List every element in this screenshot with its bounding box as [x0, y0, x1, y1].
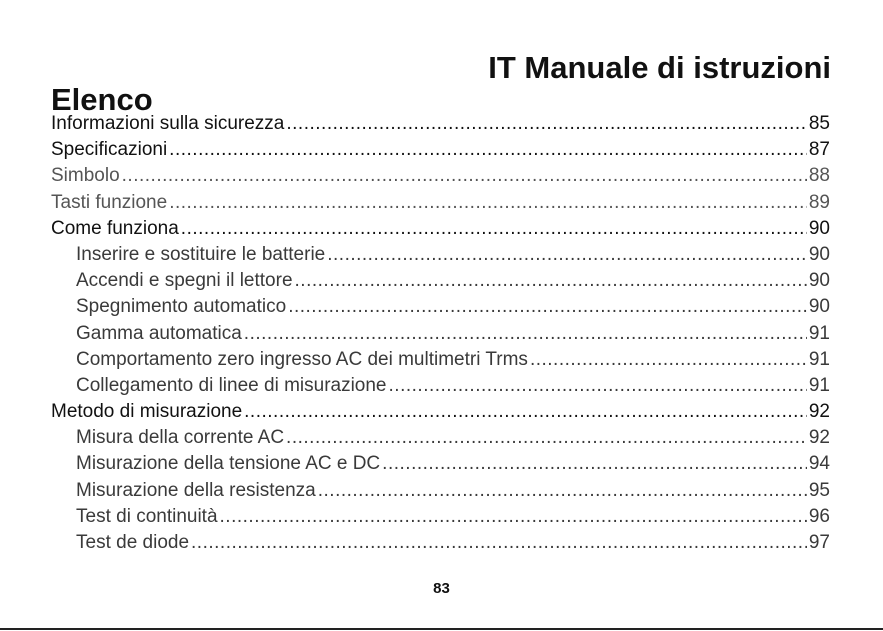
toc-dot-leader [169, 192, 807, 214]
toc-entry-page: 94 [808, 453, 830, 475]
toc-entry-page: 87 [808, 139, 830, 161]
toc-dot-leader [181, 218, 807, 240]
toc-entry-page: 90 [808, 296, 830, 318]
toc-entry-page: 92 [808, 427, 830, 449]
toc-entry[interactable] [51, 244, 830, 270]
toc-entry-label: Gamma automatica [76, 322, 242, 344]
toc-dot-leader [169, 139, 807, 161]
toc-dot-leader [286, 427, 807, 449]
toc-entry-label: Comportamento zero ingresso AC dei multimetri Trms [76, 348, 528, 370]
toc-entry-label: Misura della corrente AC [76, 427, 285, 449]
toc-dot-leader [389, 375, 807, 397]
toc-entry-page: 90 [808, 243, 830, 265]
toc-entry-page: 91 [808, 374, 830, 396]
toc-entry[interactable] [51, 192, 830, 218]
toc-entry-label: Collegamento di linee di misurazione [76, 374, 387, 396]
toc-entry[interactable] [51, 296, 830, 322]
toc-entry-page: 90 [808, 217, 830, 239]
toc-entry-label: Accendi e spegni il lettore [76, 270, 293, 292]
toc-entry-label: Tasti funzione [51, 191, 168, 213]
toc-entry-page: 91 [808, 322, 830, 344]
toc-entry[interactable] [51, 427, 830, 453]
toc-dot-leader [191, 532, 807, 554]
toc-entry[interactable] [51, 139, 830, 165]
toc-entry-page: 96 [808, 505, 830, 527]
toc-dot-leader [295, 270, 807, 292]
toc-entry-page: 88 [808, 165, 830, 187]
toc-entry[interactable] [51, 218, 830, 244]
toc-dot-leader [244, 401, 807, 423]
toc-entry[interactable] [51, 270, 830, 296]
page-number: 83 [433, 580, 450, 597]
toc-entry[interactable] [51, 532, 830, 558]
toc-entry-label: Come funziona [51, 217, 179, 239]
toc-dot-leader [244, 323, 807, 345]
toc-entry-page: 85 [808, 113, 830, 134]
toc-dot-leader [327, 244, 807, 266]
toc-entry-label: Test di continuità [76, 505, 218, 527]
toc-entry-label: Spegnimento automatico [76, 296, 287, 318]
manual-title: IT Manuale di istruzioni [488, 50, 831, 85]
toc-entry-label: Misurazione della resistenza [76, 479, 316, 501]
toc-entry-page: 97 [808, 532, 830, 553]
toc-entry[interactable] [51, 453, 830, 479]
toc-entry[interactable] [51, 349, 830, 375]
toc-dot-leader [220, 506, 807, 528]
toc-dot-leader [286, 113, 806, 135]
toc-entry-label: Specificazioni [51, 139, 168, 161]
toc-dot-leader [530, 349, 807, 371]
toc-entry-label: Misurazione della tensione AC e DC [76, 453, 381, 475]
table-of-contents [51, 113, 830, 558]
toc-entry-label: Metodo di misurazione [51, 401, 243, 423]
toc-dot-leader [382, 453, 807, 475]
toc-entry-label: Test de diode [76, 532, 190, 553]
toc-entry[interactable] [51, 165, 830, 191]
toc-entry[interactable] [51, 401, 830, 427]
toc-entry-page: 89 [808, 191, 830, 213]
toc-heading: Elenco [51, 82, 153, 117]
toc-entry[interactable] [51, 375, 830, 401]
toc-entry-label: Simbolo [51, 165, 120, 187]
toc-entry-page: 91 [808, 348, 830, 370]
toc-entry-page: 90 [808, 270, 830, 292]
toc-entry-page: 95 [808, 479, 830, 501]
toc-entry[interactable] [51, 480, 830, 506]
toc-entry-page: 92 [808, 401, 830, 423]
toc-entry-label: Informazioni sulla sicurezza [51, 113, 285, 134]
toc-dot-leader [318, 480, 807, 502]
toc-entry[interactable] [51, 113, 830, 139]
toc-entry[interactable] [51, 323, 830, 349]
bottom-rule [0, 628, 883, 630]
toc-dot-leader [122, 165, 807, 187]
toc-dot-leader [288, 296, 807, 318]
toc-entry[interactable] [51, 506, 830, 532]
toc-entry-label: Inserire e sostituire le batterie [76, 243, 326, 265]
